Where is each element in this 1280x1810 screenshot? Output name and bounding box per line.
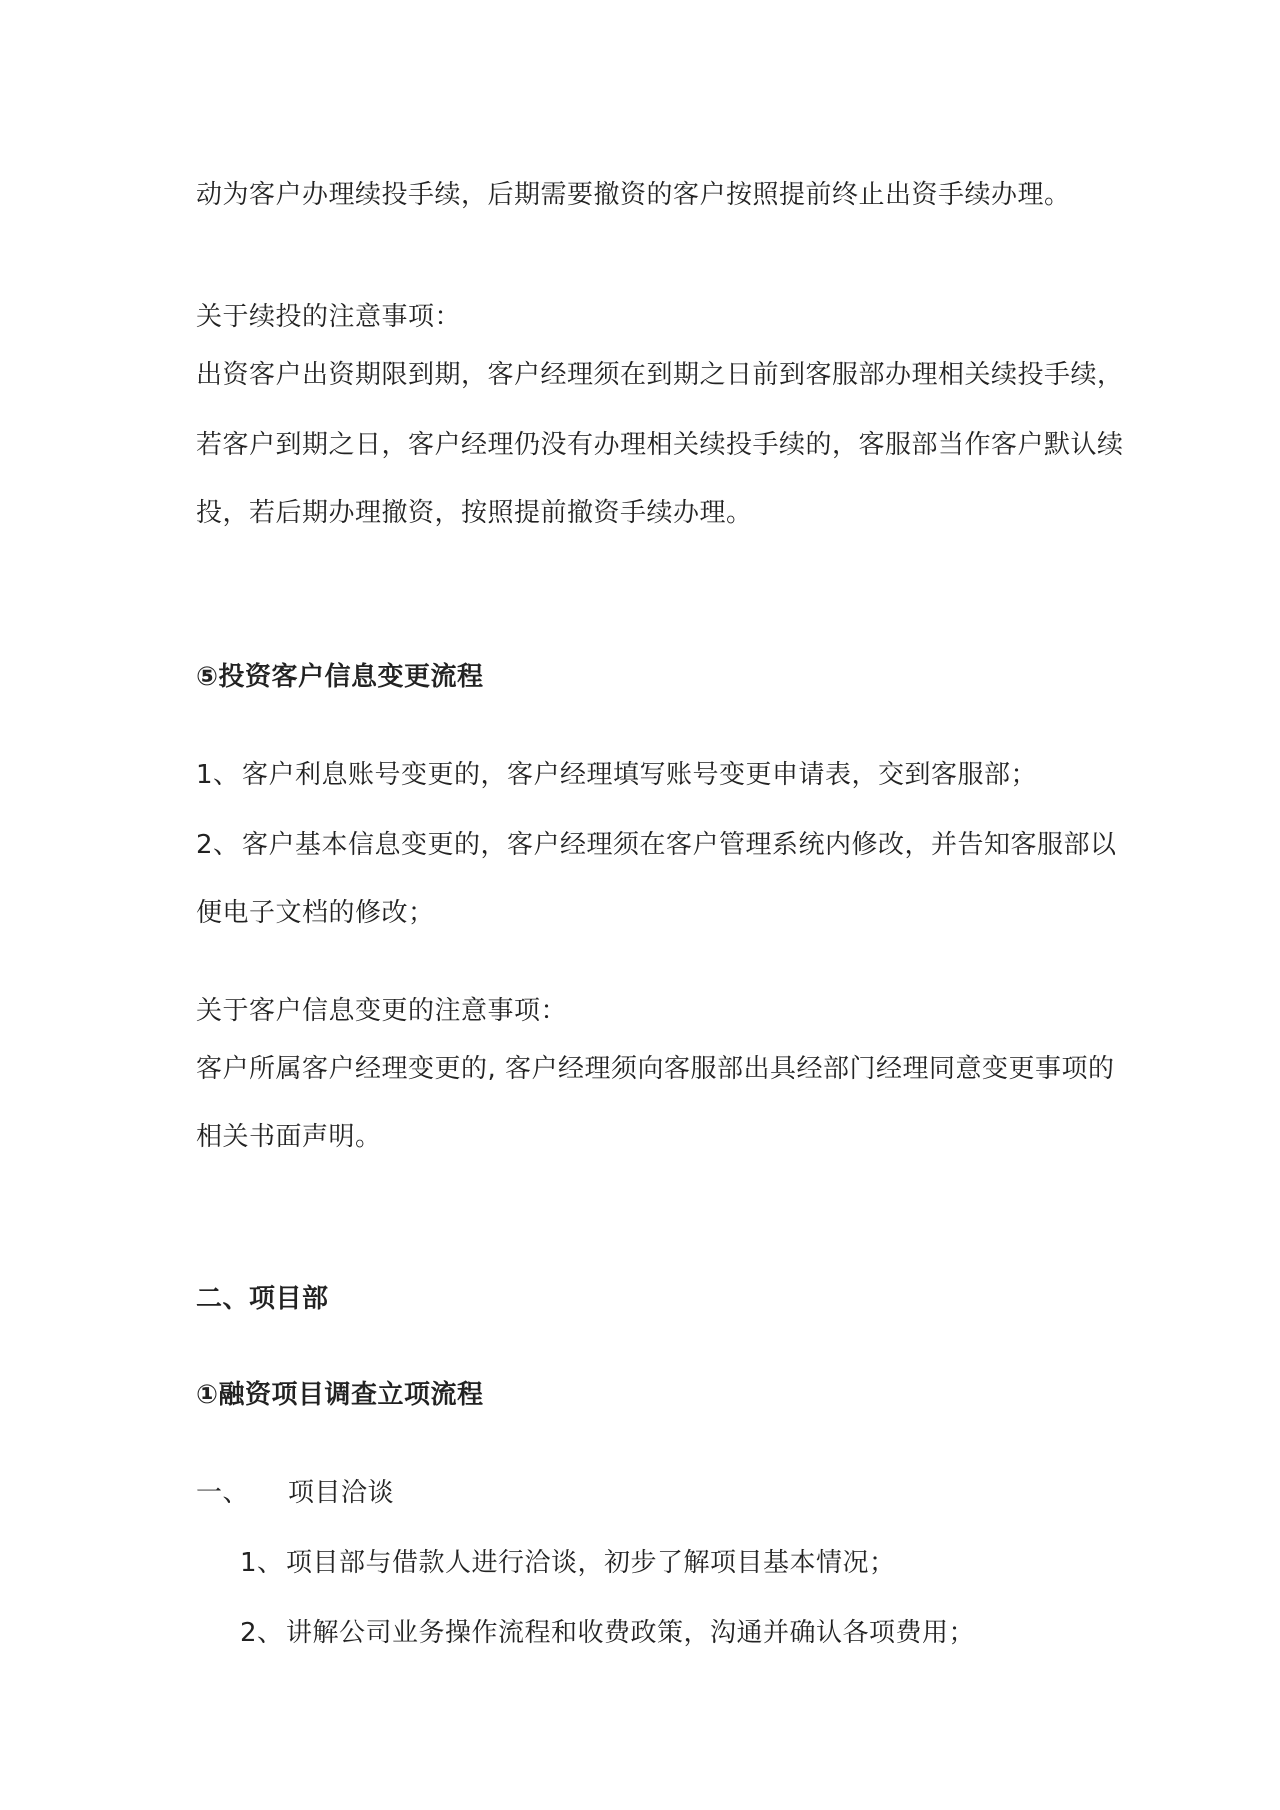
department-heading: 二、项目部 xyxy=(196,1284,329,1314)
paragraph-line: 动为客户办理续投手续，后期需要撤资的客户按照提前终止出资手续办理。 xyxy=(196,180,1071,210)
list-item-text: 客户利息账号变更的，客户经理填写账号变更申请表，交到客服部； xyxy=(242,760,1038,790)
list-item-number: 2、 xyxy=(196,830,240,860)
paragraph-line: 出资客户出资期限到期，客户经理须在到期之日前到客服部办理相关续投手续， xyxy=(196,360,1124,390)
sub-list-item-number: 2、 xyxy=(240,1618,284,1648)
note-title: 关于客户信息变更的注意事项： xyxy=(196,996,568,1026)
paragraph-line: 投，若后期办理撤资，按照提前撤资手续办理。 xyxy=(196,498,753,528)
list-item-text: 客户基本信息变更的，客户经理须在客户管理系统内修改，并告知客服部以 xyxy=(242,830,1117,860)
list-item xyxy=(196,828,1117,862)
section-heading: ①融资项目调查立项流程 xyxy=(196,1380,484,1410)
note-title: 关于续投的注意事项： xyxy=(196,302,462,332)
paragraph-line: 若客户到期之日，客户经理仍没有办理相关续投手续的，客服部当作客户默认续 xyxy=(196,430,1124,460)
step-text: 项目洽谈 xyxy=(288,1478,395,1508)
sub-list-item xyxy=(240,1616,975,1650)
sub-list-item xyxy=(240,1546,896,1580)
step-number: 一、 xyxy=(196,1478,250,1508)
sub-list-item-number: 1、 xyxy=(240,1548,284,1578)
sub-list-item-text: 项目部与借款人进行洽谈，初步了解项目基本情况； xyxy=(286,1548,896,1578)
sub-list-item-text: 讲解公司业务操作流程和收费政策，沟通并确认各项费用； xyxy=(286,1618,976,1648)
paragraph-line: 客户所属客户经理变更的, 客户经理须向客服部出具经部门经理同意变更事项的 xyxy=(196,1054,1115,1084)
step-heading xyxy=(196,1476,394,1510)
list-item-continuation: 便电子文档的修改； xyxy=(196,898,435,928)
list-item-number: 1、 xyxy=(196,760,240,790)
list-item xyxy=(196,758,1037,792)
section-heading: ⑤投资客户信息变更流程 xyxy=(196,662,484,692)
paragraph-line: 相关书面声明。 xyxy=(196,1122,382,1152)
